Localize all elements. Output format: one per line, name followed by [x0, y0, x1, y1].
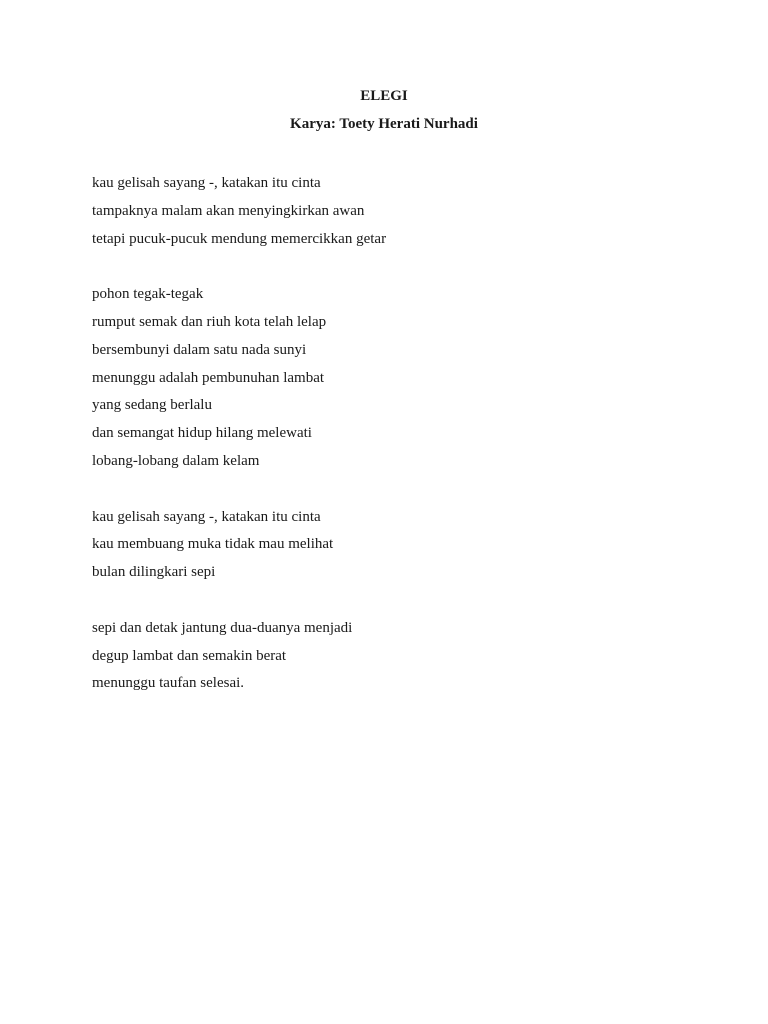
poem-line: yang sedang berlalu — [92, 397, 212, 414]
stanza-2 — [92, 281, 692, 476]
poem-line: menunggu taufan selesai. — [92, 675, 245, 692]
poem-line: sepi dan detak jantung dua-duanya menjadi — [92, 619, 353, 636]
poem-line: degup lambat dan semakin berat — [92, 647, 287, 664]
stanza-3 — [92, 504, 692, 587]
poem-line: kau gelisah sayang -, katakan itu cinta — [92, 508, 321, 525]
poem-title: ELEGI — [360, 88, 408, 104]
poem-author: Karya: Toety Herati Nurhadi — [290, 116, 478, 132]
poem-line: pohon tegak-tegak — [92, 286, 204, 303]
poem-line: menunggu adalah pembunuhan lambat — [92, 369, 325, 386]
stanza-4 — [92, 615, 692, 698]
stanza-1 — [92, 170, 692, 253]
poem-line: tetapi pucuk-pucuk mendung memercikkan getar — [92, 230, 387, 247]
poem-line: bulan dilingkari sepi — [92, 564, 216, 581]
poem-line: lobang-lobang dalam kelam — [92, 452, 260, 469]
poem-line: bersembunyi dalam satu nada sunyi — [92, 341, 307, 358]
poem-line: kau gelisah sayang -, katakan itu cinta — [92, 175, 321, 191]
poem-line: kau membuang muka tidak mau melihat — [92, 536, 334, 553]
poem-line: rumput semak dan riuh kota telah lelap — [92, 313, 327, 330]
poem-line: tampaknya malam akan menyingkirkan awan — [92, 202, 365, 219]
poem-body — [92, 170, 692, 726]
poem-line: dan semangat hidup hilang melewati — [92, 425, 312, 442]
